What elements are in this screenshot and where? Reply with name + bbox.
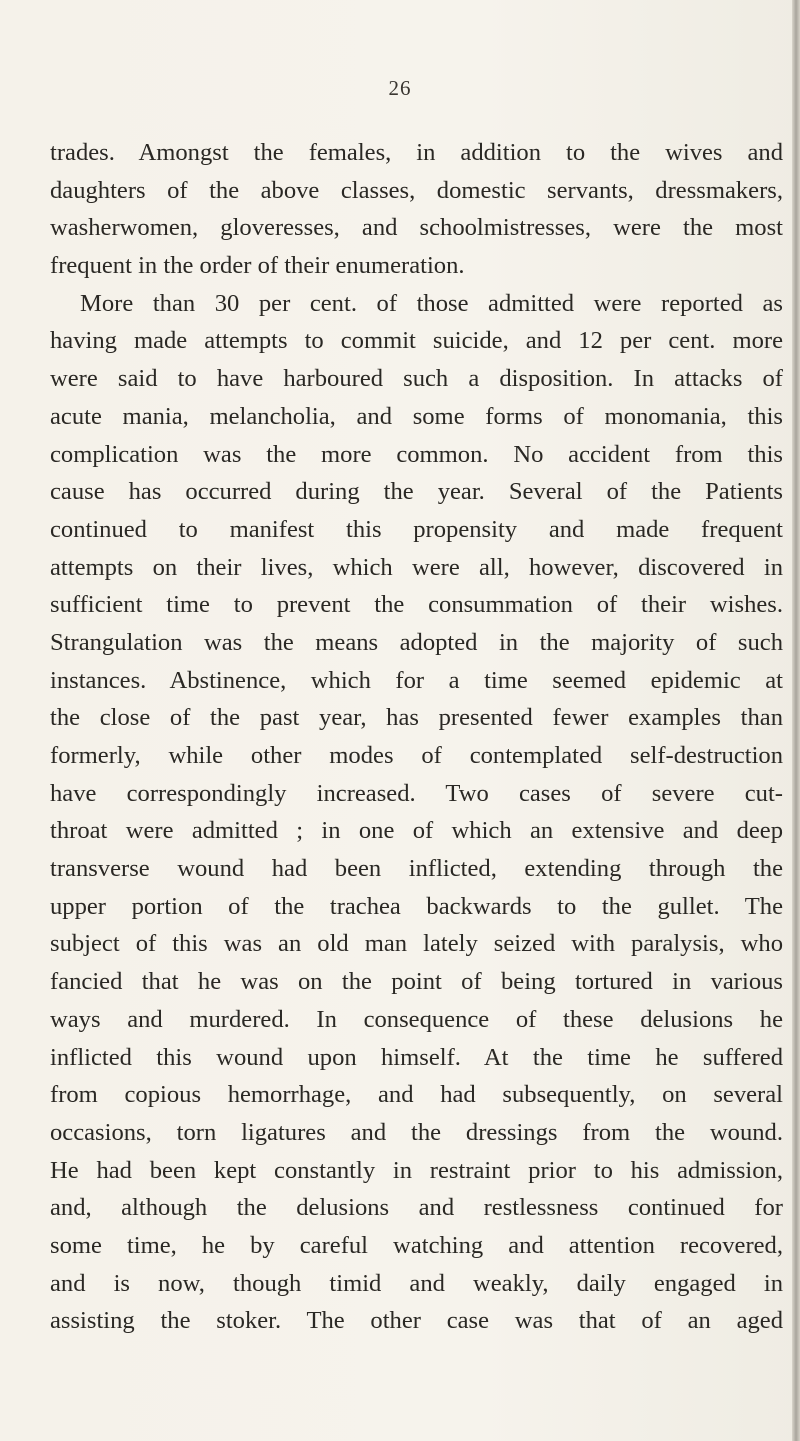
text-line: complication was the more common. No accident from this xyxy=(50,440,783,468)
text-line: and, although the delusions and restlessness continued for xyxy=(50,1194,783,1222)
text-line: washerwomen, gloveresses, and schoolmistresses, were the most xyxy=(50,214,783,242)
text-line: continued to manifest this propensity and made frequent xyxy=(50,515,783,543)
text-line: inflicted this wound upon himself. At the time he suffered xyxy=(50,1043,783,1071)
text-line: having made attempts to commit suicide, and 12 per cent. more xyxy=(50,327,783,355)
text-line: formerly, while other modes of contemplated self-destruction xyxy=(50,742,783,769)
text-line: occasions, torn ligatures and the dressings from the wound. xyxy=(50,1118,783,1146)
text-line: throat were admitted ; in one of which an extensive and deep xyxy=(50,817,783,845)
text-line: fancied that he was on the point of being tortured in various xyxy=(50,968,783,996)
text-line: instances. Abstinence, which for a time seemed epidemic at xyxy=(50,666,783,694)
text-line: were said to have harboured such a disposition. In attacks of xyxy=(50,365,783,393)
page-number: 26 xyxy=(388,76,412,100)
text-line: attempts on their lives, which were all, however, discovered in xyxy=(50,553,783,581)
text-line: from copious hemorrhage, and had subsequently, on several xyxy=(50,1081,783,1109)
text-line: frequent in the order of their enumeration. xyxy=(50,252,465,280)
text-line: ways and murdered. In consequence of these delusions he xyxy=(50,1005,783,1033)
text-line: the close of the past year, has presented fewer examples than xyxy=(50,704,783,732)
text-line: some time, he by careful watching and attention recovered, xyxy=(50,1231,783,1259)
text-line: subject of this was an old man lately seized with paralysis, who xyxy=(50,930,783,958)
text-line: More than 30 per cent. of those admitted were reported as xyxy=(80,289,783,317)
text-line: assisting the stoker. The other case was that of an aged xyxy=(50,1307,783,1335)
text-line: Strangulation was the means adopted in the majority of such xyxy=(50,628,783,656)
text-line: cause has occurred during the year. Several of the Patients xyxy=(50,478,783,506)
text-line: have correspondingly increased. Two cases of severe cut- xyxy=(50,779,783,807)
text-line: He had been kept constantly in restraint prior to his admission, xyxy=(50,1156,783,1184)
text-line: and is now, though timid and weakly, daily engaged in xyxy=(50,1269,783,1297)
text-line: acute mania, melancholia, and some forms of monomania, this xyxy=(50,402,783,430)
text-line: transverse wound had been inflicted, extending through the xyxy=(50,855,783,883)
page-edge xyxy=(792,0,800,1441)
text-line: upper portion of the trachea backwards to the gullet. The xyxy=(50,892,783,920)
body-text xyxy=(50,134,783,1340)
text-line: sufficient time to prevent the consummation of their wishes. xyxy=(50,591,783,619)
text-line: daughters of the above classes, domestic servants, dressmakers, xyxy=(50,176,783,204)
text-line: trades. Amongst the females, in addition to the wives and xyxy=(50,139,783,166)
